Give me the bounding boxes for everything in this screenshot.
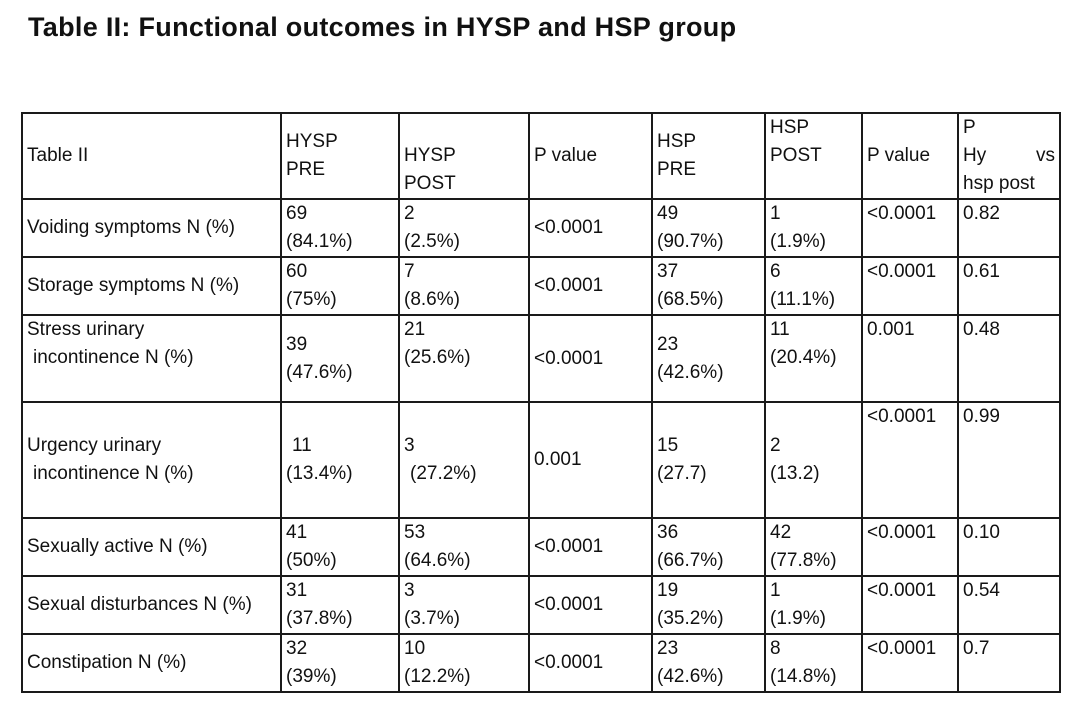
header-p-value-1: P value xyxy=(529,113,652,199)
cell-percent: (90.7%) xyxy=(657,231,724,252)
cell-p-value-2: <0.0001 xyxy=(862,518,958,576)
cell-p-hy-vs-hsp-post: 0.48 xyxy=(958,315,1060,402)
cell-p-hy-vs-hsp-post: 0.10 xyxy=(958,518,1060,576)
cell-p-value-2: <0.0001 xyxy=(862,634,958,692)
cell-percent: (1.9%) xyxy=(770,608,826,629)
row-label-line2: incontinence N (%) xyxy=(33,347,194,368)
cell-value: 1 xyxy=(770,203,781,224)
cell-p-value-1: <0.0001 xyxy=(529,634,652,692)
header-label: Table II xyxy=(22,113,281,199)
table-row xyxy=(22,634,1060,692)
row-label: Voiding symptoms N (%) xyxy=(22,199,281,257)
table-row xyxy=(22,315,1060,402)
table-row xyxy=(22,199,1060,257)
cell-value: 6 xyxy=(770,261,781,282)
cell-hysp-post xyxy=(399,576,529,634)
cell-hsp-pre xyxy=(652,199,765,257)
page-title: Table II: Functional outcomes in HYSP and HSP group xyxy=(28,12,737,42)
cell-value: 53 xyxy=(404,522,426,543)
cell-hysp-post xyxy=(399,402,529,518)
row-label: Sexually active N (%) xyxy=(22,518,281,576)
cell-hysp-pre xyxy=(281,257,399,315)
cell-hysp-post xyxy=(399,257,529,315)
header-hsp-post-line1: HSP xyxy=(770,117,810,138)
cell-hysp-pre xyxy=(281,402,399,518)
row-label xyxy=(22,315,281,402)
header-hsp-post-line2: POST xyxy=(770,145,822,166)
row-label-line1: Urgency urinary xyxy=(27,435,162,456)
cell-value: 1 xyxy=(770,580,781,601)
row-label: Storage symptoms N (%) xyxy=(22,257,281,315)
cell-value: 3 xyxy=(404,580,415,601)
cell-value: 15 xyxy=(657,435,679,456)
cell-percent: (3.7%) xyxy=(404,608,460,629)
cell-p-value-1: <0.0001 xyxy=(529,576,652,634)
cell-percent: (12.2%) xyxy=(404,666,471,687)
cell-hysp-pre xyxy=(281,315,399,402)
table-row xyxy=(22,402,1060,518)
table-row xyxy=(22,576,1060,634)
cell-value: 11 xyxy=(770,319,790,340)
header-p-value-2: P value xyxy=(862,113,958,199)
cell-hysp-pre xyxy=(281,199,399,257)
cell-value: 49 xyxy=(657,203,679,224)
cell-percent: (50%) xyxy=(286,550,337,571)
cell-percent: (11.1%) xyxy=(770,289,836,310)
cell-percent: (68.5%) xyxy=(657,289,724,310)
cell-percent: (42.6%) xyxy=(657,666,724,687)
cell-p-hy-vs-hsp-post: 0.61 xyxy=(958,257,1060,315)
cell-p-value-2: <0.0001 xyxy=(862,402,958,518)
header-p-line1: P xyxy=(963,117,976,138)
cell-value: 37 xyxy=(657,261,679,282)
cell-percent: (27.2%) xyxy=(410,463,477,484)
cell-hysp-pre xyxy=(281,576,399,634)
cell-hsp-post xyxy=(765,402,862,518)
cell-hysp-pre xyxy=(281,518,399,576)
header-hysp-post-line2: POST xyxy=(404,173,456,194)
header-row xyxy=(22,113,1060,199)
header-hysp-post xyxy=(399,113,529,199)
header-hsp-pre-line2: PRE xyxy=(657,159,697,180)
cell-percent: (35.2%) xyxy=(657,608,724,629)
cell-p-hy-vs-hsp-post: 0.7 xyxy=(958,634,1060,692)
cell-p-value-2: <0.0001 xyxy=(862,257,958,315)
cell-value: 36 xyxy=(657,522,679,543)
cell-value: 39 xyxy=(286,333,308,355)
cell-percent: (42.6%) xyxy=(657,361,724,383)
cell-percent: (13.2) xyxy=(770,463,820,484)
cell-p-value-1: <0.0001 xyxy=(529,518,652,576)
header-p-hy: Hy xyxy=(963,145,987,166)
cell-value: 23 xyxy=(657,638,679,659)
cell-percent: (20.4%) xyxy=(770,347,837,368)
cell-value: 10 xyxy=(404,638,426,659)
cell-percent: (8.6%) xyxy=(404,289,460,310)
cell-hsp-post xyxy=(765,576,862,634)
row-label xyxy=(22,402,281,518)
header-hsp-post xyxy=(765,113,862,199)
cell-p-value-1: <0.0001 xyxy=(529,199,652,257)
cell-p-hy-vs-hsp-post: 0.54 xyxy=(958,576,1060,634)
cell-value: 8 xyxy=(770,638,781,659)
cell-hsp-post xyxy=(765,257,862,315)
header-hysp-post-line1: HYSP xyxy=(404,145,456,166)
header-p-line2 xyxy=(963,142,1055,170)
cell-p-value-1: <0.0001 xyxy=(529,257,652,315)
header-hysp-pre-line2: PRE xyxy=(286,159,326,180)
cell-percent: (84.1%) xyxy=(286,231,353,252)
cell-hsp-pre xyxy=(652,315,765,402)
cell-value: 42 xyxy=(770,522,792,543)
cell-p-value-1: 0.001 xyxy=(529,402,652,518)
row-label-line2: incontinence N (%) xyxy=(33,463,194,484)
cell-p-hy-vs-hsp-post: 0.82 xyxy=(958,199,1060,257)
cell-percent: (39%) xyxy=(286,666,337,687)
cell-value: 23 xyxy=(657,333,679,355)
table-row xyxy=(22,257,1060,315)
cell-percent: (13.4%) xyxy=(286,463,353,484)
cell-percent: (2.5%) xyxy=(404,231,460,252)
cell-percent: (66.7%) xyxy=(657,550,724,571)
cell-percent: (37.8%) xyxy=(286,608,353,629)
header-hysp-pre xyxy=(281,113,399,199)
cell-value: 2 xyxy=(770,435,781,456)
header-hsp-pre-line1: HSP xyxy=(657,131,697,152)
cell-hsp-post xyxy=(765,518,862,576)
cell-hsp-pre xyxy=(652,576,765,634)
header-hsp-pre xyxy=(652,113,765,199)
row-label-line1: Stress urinary xyxy=(27,319,145,340)
cell-percent: (47.6%) xyxy=(286,361,353,383)
cell-p-value-2: <0.0001 xyxy=(862,199,958,257)
header-p-hy-vs-hsp-post xyxy=(958,113,1060,199)
cell-value: 19 xyxy=(657,580,679,601)
cell-p-value-2: <0.0001 xyxy=(862,576,958,634)
cell-percent: (64.6%) xyxy=(404,550,471,571)
cell-value: 31 xyxy=(286,580,308,601)
row-label: Constipation N (%) xyxy=(22,634,281,692)
cell-percent: (1.9%) xyxy=(770,231,826,252)
table-row xyxy=(22,518,1060,576)
cell-percent: (14.8%) xyxy=(770,666,837,687)
cell-value: 41 xyxy=(286,522,308,543)
cell-hsp-post xyxy=(765,315,862,402)
cell-percent: (75%) xyxy=(286,289,337,310)
header-hysp-pre-line1: HYSP xyxy=(286,131,338,152)
cell-percent: (27.7) xyxy=(657,463,707,484)
row-label: Sexual disturbances N (%) xyxy=(22,576,281,634)
cell-percent: (77.8%) xyxy=(770,550,837,571)
cell-hysp-post xyxy=(399,315,529,402)
outcomes-table xyxy=(21,112,1061,693)
cell-hsp-pre xyxy=(652,257,765,315)
cell-hsp-post xyxy=(765,199,862,257)
cell-value: 3 xyxy=(404,435,415,456)
cell-hysp-post xyxy=(399,199,529,257)
cell-p-hy-vs-hsp-post: 0.99 xyxy=(958,402,1060,518)
cell-hysp-post xyxy=(399,518,529,576)
cell-value: 21 xyxy=(404,319,426,340)
cell-value: 69 xyxy=(286,203,308,224)
header-p-line3: hsp post xyxy=(963,173,1035,194)
cell-p-value-1: <0.0001 xyxy=(529,315,652,402)
cell-hsp-pre xyxy=(652,402,765,518)
cell-value: 32 xyxy=(286,638,308,659)
cell-value: 7 xyxy=(404,261,415,282)
cell-hysp-pre xyxy=(281,634,399,692)
cell-hsp-pre xyxy=(652,518,765,576)
cell-hysp-post xyxy=(399,634,529,692)
cell-value: 11 xyxy=(292,435,312,456)
cell-p-value-2: 0.001 xyxy=(862,315,958,402)
cell-hsp-pre xyxy=(652,634,765,692)
cell-value: 60 xyxy=(286,261,308,282)
cell-value: 2 xyxy=(404,203,415,224)
cell-hsp-post xyxy=(765,634,862,692)
header-p-vs: vs xyxy=(1036,145,1055,166)
cell-percent: (25.6%) xyxy=(404,347,471,368)
